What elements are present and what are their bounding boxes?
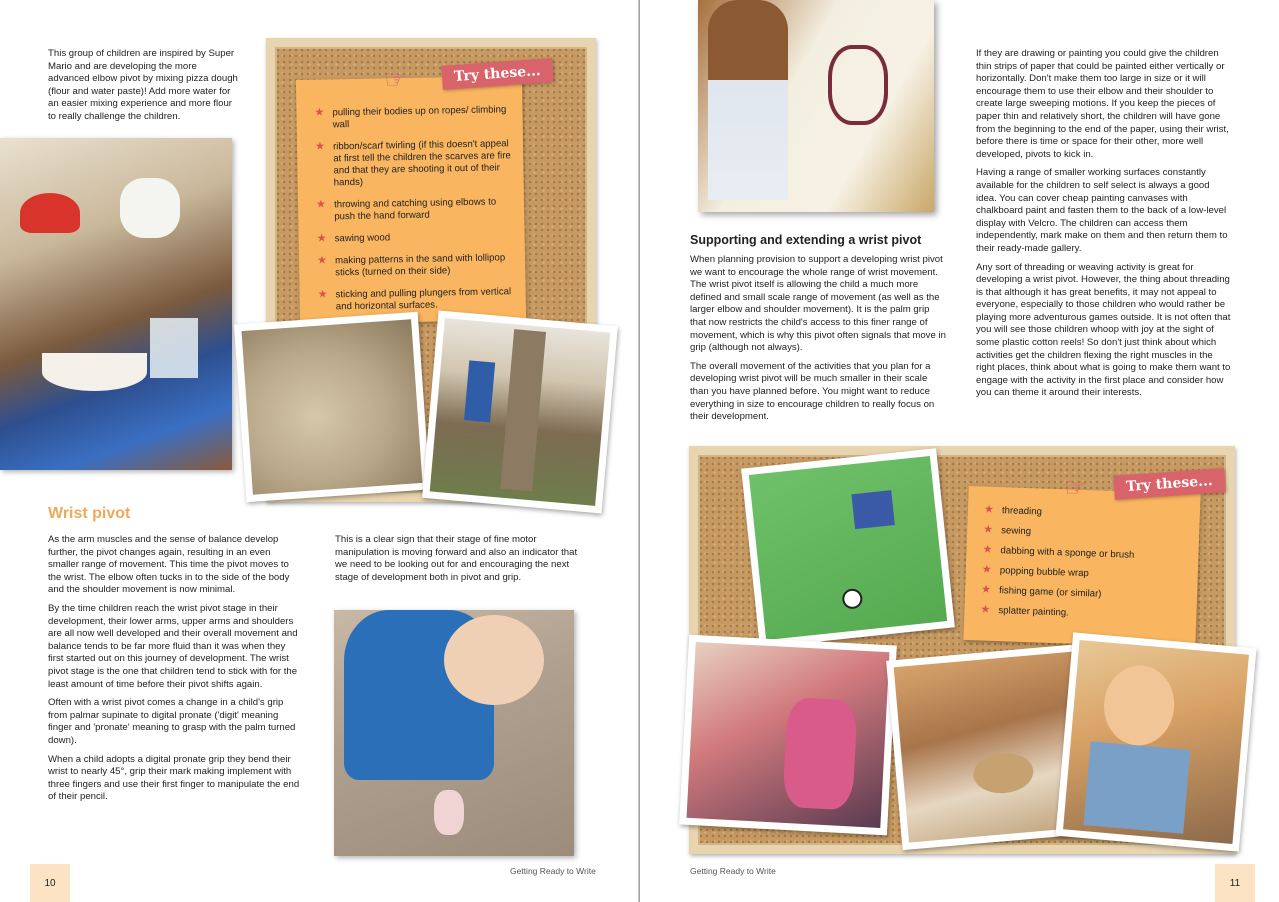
list-item: ★ dabbing with a sponge or brush bbox=[982, 543, 1135, 561]
paragraph: As the arm muscles and the sense of balance develop further, the pivot changes again, resulting in an even smaller range of movement. This time the pivot moves to the wrist. The elbow often tucks in to the side of the body and the shoulder movement is now minimal. bbox=[48, 534, 290, 596]
left-page bbox=[0, 0, 639, 902]
pointing-hand-icon: ☞ bbox=[384, 64, 408, 94]
paragraph: When planning provision to support a developing wrist pivot we want to encourage the whole range of wrist movement. The wrist pivot itself is allowing the child a much more defined and small scale range of movement (as well as the larger elbow and shoulder movement). It is the palm grip that now restricts the child's access to this finer range of movement, which is why this pivot often signals that move in grip (although not always). bbox=[690, 254, 946, 354]
supporting-column bbox=[690, 254, 948, 430]
wrist-pivot-column bbox=[48, 534, 300, 810]
list-item: ★ sawing wood bbox=[316, 232, 391, 245]
supporting-heading: Supporting and extending a wrist pivot bbox=[690, 233, 922, 247]
drawing-column bbox=[976, 48, 1232, 406]
paragraph: If they are drawing or painting you could give the children thin strips of paper that could be painted either vertically or horizontally. Don't make them too large in size or it will encourage them to use their elbow and their shoulder to create large sweeping motions. If you keep the pieces of paper thin and relatively short, the children will have gone from the beginning to the end of the paper, using their wrist, before there is time or space for their other, more well developed, pivots to kick in. bbox=[976, 48, 1229, 160]
photo-chalk-drawing bbox=[334, 610, 574, 856]
photo-blow-football bbox=[741, 448, 955, 648]
list-item: ★ making patterns in the sand with lollipop sticks (turned on their side) bbox=[316, 252, 506, 279]
star-icon: ★ bbox=[983, 503, 995, 516]
intro-text: This group of children are inspired by Super Mario and are developing the more advanced elbow pivot by mixing pizza dough (flour and water paste)! Add more water for an easier mixing experience and more flour to really challenge the children. bbox=[48, 48, 238, 122]
star-icon: ★ bbox=[314, 140, 326, 153]
list-item: ★ threading bbox=[983, 503, 1043, 518]
star-icon: ★ bbox=[314, 106, 325, 119]
clear-sign-text: This is a clear sign that their stage of fine motor manipulation is moving forward and also an indicator that we need to be looking out for and encouraging the next stage of development both in pivot and grip. bbox=[335, 534, 578, 583]
list-item: ★ sticking and pulling plungers from vertical and horizontal surfaces. bbox=[317, 286, 512, 313]
footer-left: Getting Ready to Write bbox=[510, 866, 596, 876]
try-these-label-right: Try these... bbox=[1113, 468, 1225, 500]
star-icon: ★ bbox=[980, 583, 992, 596]
photo-fishing-game bbox=[1055, 632, 1256, 851]
star-icon: ★ bbox=[316, 254, 328, 267]
star-icon: ★ bbox=[980, 603, 991, 616]
paragraph: The overall movement of the activities that you plan for a developing wrist pivot will be much smaller in their scale than you have planned before. You might want to reduce everything in size to encourage children to really focus on their development. bbox=[690, 360, 935, 423]
try-these-note-right bbox=[963, 486, 1200, 648]
paragraph: By the time children reach the wrist pivot stage in their development, their lower arms, upper arms and shoulders are all now well developed and their overall movement and balance tends to be far more fluid than it was when they first started out on this journey of development. The wrist pivot stage is the one that children tend to stick with for the least amount of time before their pivot shifts again. bbox=[48, 602, 298, 690]
paragraph: When a child adopts a digital pronate grip they bend their wrist to nearly 45°, grip their mark making implement with three fingers and use their first finger to manipulate the end of their pencil. bbox=[48, 753, 300, 803]
list-item: ★ popping bubble wrap bbox=[981, 563, 1090, 580]
paragraph: Often with a wrist pivot comes a change in a child's grip from palmar supinate to digital pronate ('digit' meaning finger and 'pronate' meaning to grasp with the palm turned down). bbox=[48, 697, 296, 746]
photo-monkey-painting bbox=[698, 0, 934, 212]
star-icon: ★ bbox=[315, 198, 327, 211]
star-icon: ★ bbox=[983, 523, 994, 536]
list-item: ★ fishing game (or similar) bbox=[980, 583, 1102, 600]
photo-threading bbox=[679, 635, 897, 836]
star-icon: ★ bbox=[316, 232, 327, 245]
wrist-pivot-heading: Wrist pivot bbox=[48, 505, 131, 522]
try-list-right bbox=[976, 504, 1188, 623]
list-item: ★ splatter painting. bbox=[980, 603, 1069, 619]
pointing-hand-icon: ☞ bbox=[1064, 472, 1088, 502]
right-page bbox=[640, 0, 1279, 902]
photo-pizza-dough bbox=[0, 138, 232, 470]
paragraph: Having a range of smaller working surfaces constantly available for the children to self select is always a good idea. You can cover cheap painting canvases with chalkboard paint and fasten them to the back of a low-level display with Velcro. The children can access them independently, mark make on them and then return them to their ready-made gallery. bbox=[976, 167, 1228, 254]
try-these-note-left bbox=[296, 76, 526, 324]
photo-sand-patterns bbox=[234, 312, 430, 502]
star-icon: ★ bbox=[981, 563, 992, 576]
list-item: ★ pulling their bodies up on ropes/ climbing wall bbox=[314, 104, 507, 131]
try-these-label-left: Try these... bbox=[441, 58, 553, 90]
try-list-left bbox=[310, 104, 514, 313]
list-item: ★ throwing and catching using elbows to push the hand forward bbox=[315, 196, 497, 223]
star-icon: ★ bbox=[317, 288, 328, 301]
paragraph: Any sort of threading or weaving activity is great for developing a wrist pivot. However, the thing about threading is that although it has great benefits, it may not appeal to everyone, especially to those children who would rather be playing more adventurous games outside. It is not often that you will see those children whoop with joy at the sight of some plastic cotton reels! So don't just think about which activities get the children flexing the right muscles in the right places, think about what is going to make them want to engage with the activity in the first place and consider how you can theme it around their interests. bbox=[976, 261, 1231, 399]
page-number-left: 10 bbox=[30, 864, 70, 902]
footer-right: Getting Ready to Write bbox=[690, 866, 776, 876]
photo-tree-climbing bbox=[422, 311, 618, 514]
star-icon: ★ bbox=[982, 543, 993, 556]
page-number-right: 11 bbox=[1215, 864, 1255, 902]
list-item: ★ ribbon/scarf twirling (if this doesn't appeal at first tell the children the scarves are fire and that they are shooting it out of their hands) bbox=[314, 138, 511, 189]
list-item: ★ sewing bbox=[983, 523, 1032, 538]
